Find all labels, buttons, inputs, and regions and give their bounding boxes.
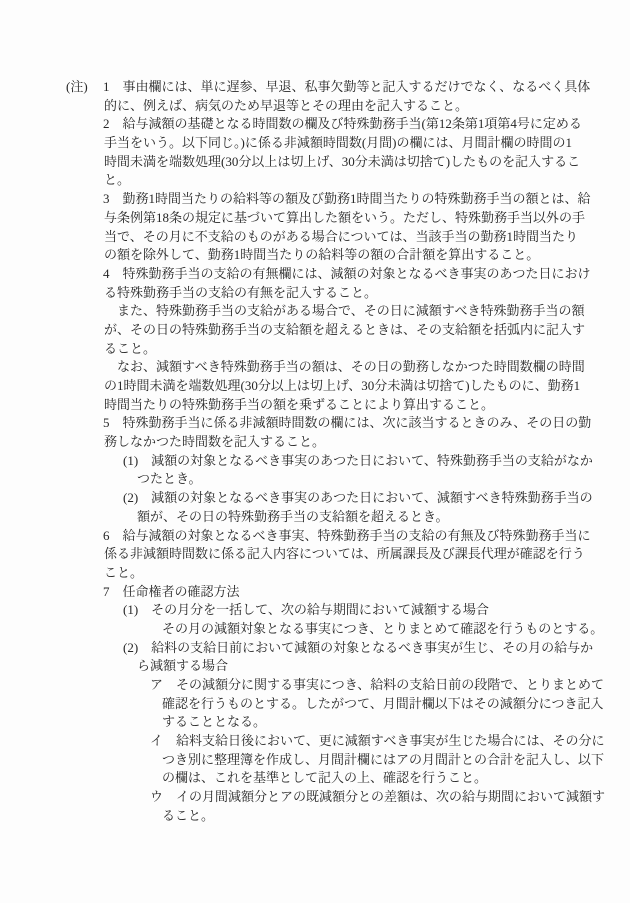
text-line: (2) 給料の支給日前において減額の対象となるべき事実が生じ、その月の給与か <box>123 639 594 655</box>
text-line: の額を除外して、勤務1時間当たりの給料等の額の合計額を算出すること。 <box>104 247 540 263</box>
notes-section <box>0 78 630 826</box>
text-line: ウ イの月間減額分とアの既減額分との差額は、次の給与期間において減額す <box>150 789 606 805</box>
text-line: る特殊勤務手当の支給の有無を記入すること。 <box>104 284 378 300</box>
text-line: その月の減額対象となる事実につき、とりまとめて確認を行うものとする。 <box>162 620 604 636</box>
text-line: つき別に整理簿を作成し、月間計欄にはアの月間計との合計を記入し、以下 <box>162 751 605 767</box>
text-line: 6 給与減額の対象となるべき事実、特殊勤務手当の支給の有無及び特殊勤務手当に <box>103 527 591 543</box>
text-line: (1) 減額の対象となるべき事実のあつた日において、特殊勤務手当の支給がなか <box>123 452 593 468</box>
text-line: と。 <box>104 172 131 188</box>
text-line: 時間未満を端数処理(30分以上は切上げ、30分未満は切捨て)したものを記入するこ <box>104 153 581 169</box>
text-line: こと。 <box>104 564 144 580</box>
text-line: 5 特殊勤務手当に係る非減額時間数の欄には、次に該当するときのみ、その日の勤 <box>103 415 592 431</box>
text-line: (注) 1 事由欄には、単に遅参、早退、私事欠勤等と記入するだけでなく、なるべく具体 <box>0 78 630 97</box>
text-line: 2 給与減額の基礎となる時間数の欄及び特殊勤務手当(第12条第1項第4号に定める <box>103 116 582 132</box>
text-line: また、特殊勤務手当の支給がある場合で、その日に減額すべき特殊勤務手当の額 <box>117 303 585 319</box>
text-line: の欄は、これを基準として記入の上、確認を行うこと。 <box>162 770 488 786</box>
text-line: なお、減額すべき特殊勤務手当の額は、その日の勤務しなかつた時間数欄の時間 <box>117 359 585 375</box>
text-line: つたとき。 <box>137 471 202 487</box>
text-line: 3 勤務1時間当たりの給料等の額及び勤務1時間当たりの特殊勤務手当の額とは、給 <box>103 191 591 207</box>
text-line: 与条例第18条の規定に基づいて算出した額をいう。ただし、特殊勤務手当以外の手 <box>104 209 586 225</box>
text-line: (2) 減額の対象となるべき事実のあつた日において、減額すべき特殊勤務手当の <box>123 490 593 506</box>
text-line: ら減額する場合 <box>137 658 229 674</box>
text-line: ア その減額分に関する事実につき、給料の支給日前の段階で、とりまとめて <box>150 677 604 692</box>
text-line: 7 任命権者の確認方法 <box>103 583 240 599</box>
text-line: 額が、その日の特殊勤務手当の支給額を超えるとき。 <box>137 508 449 524</box>
text-line: (1) その月分を一括して、次の給与期間において減額する場合 <box>123 602 489 618</box>
text-line: の1時間未満を端数処理(30分以上は切上げ、30分未満は切捨て)したものに、勤務1 <box>104 378 581 393</box>
text-line: 係る非減額時間数に係る記入内容については、所属課長及び課長代理が確認を行う <box>104 546 585 562</box>
text-line: 的に、例えば、病気のため早退等とその理由を記入すること。 <box>104 97 469 113</box>
text-line: 務しなかつた時間数を記入すること。 <box>104 434 326 450</box>
note-label: (注) <box>66 79 88 94</box>
text-line: 4 特殊勤務手当の支給の有無欄には、減額の対象となるべき事実のあつた日におけ <box>103 265 591 281</box>
text-line: 当で、その月に不支給のものがある場合については、当該手当の勤務1時間当たり <box>104 228 578 244</box>
text-line: 手当をいう。以下同じ。)に係る非減額時間数(月間)の欄には、月間計欄の時間の1 <box>104 135 572 151</box>
text-line: 確認を行うものとする。したがつて、月間計欄以下はその減額分につき記入 <box>162 695 604 711</box>
text-line: することとなる。 <box>162 714 267 730</box>
text-line: 時間当たりの特殊勤務手当の額を乗ずることにより算出すること。 <box>104 396 495 412</box>
text-line: が、その日の特殊勤務手当の支給額を超えるときは、その支給額を括弧内に記入す <box>104 321 586 337</box>
text-line: イ 給料支給日後において、更に減額すべき事実が生じた場合には、その分に <box>150 733 605 749</box>
text-line: ること。 <box>162 807 215 823</box>
text-line: ること。 <box>104 340 157 356</box>
